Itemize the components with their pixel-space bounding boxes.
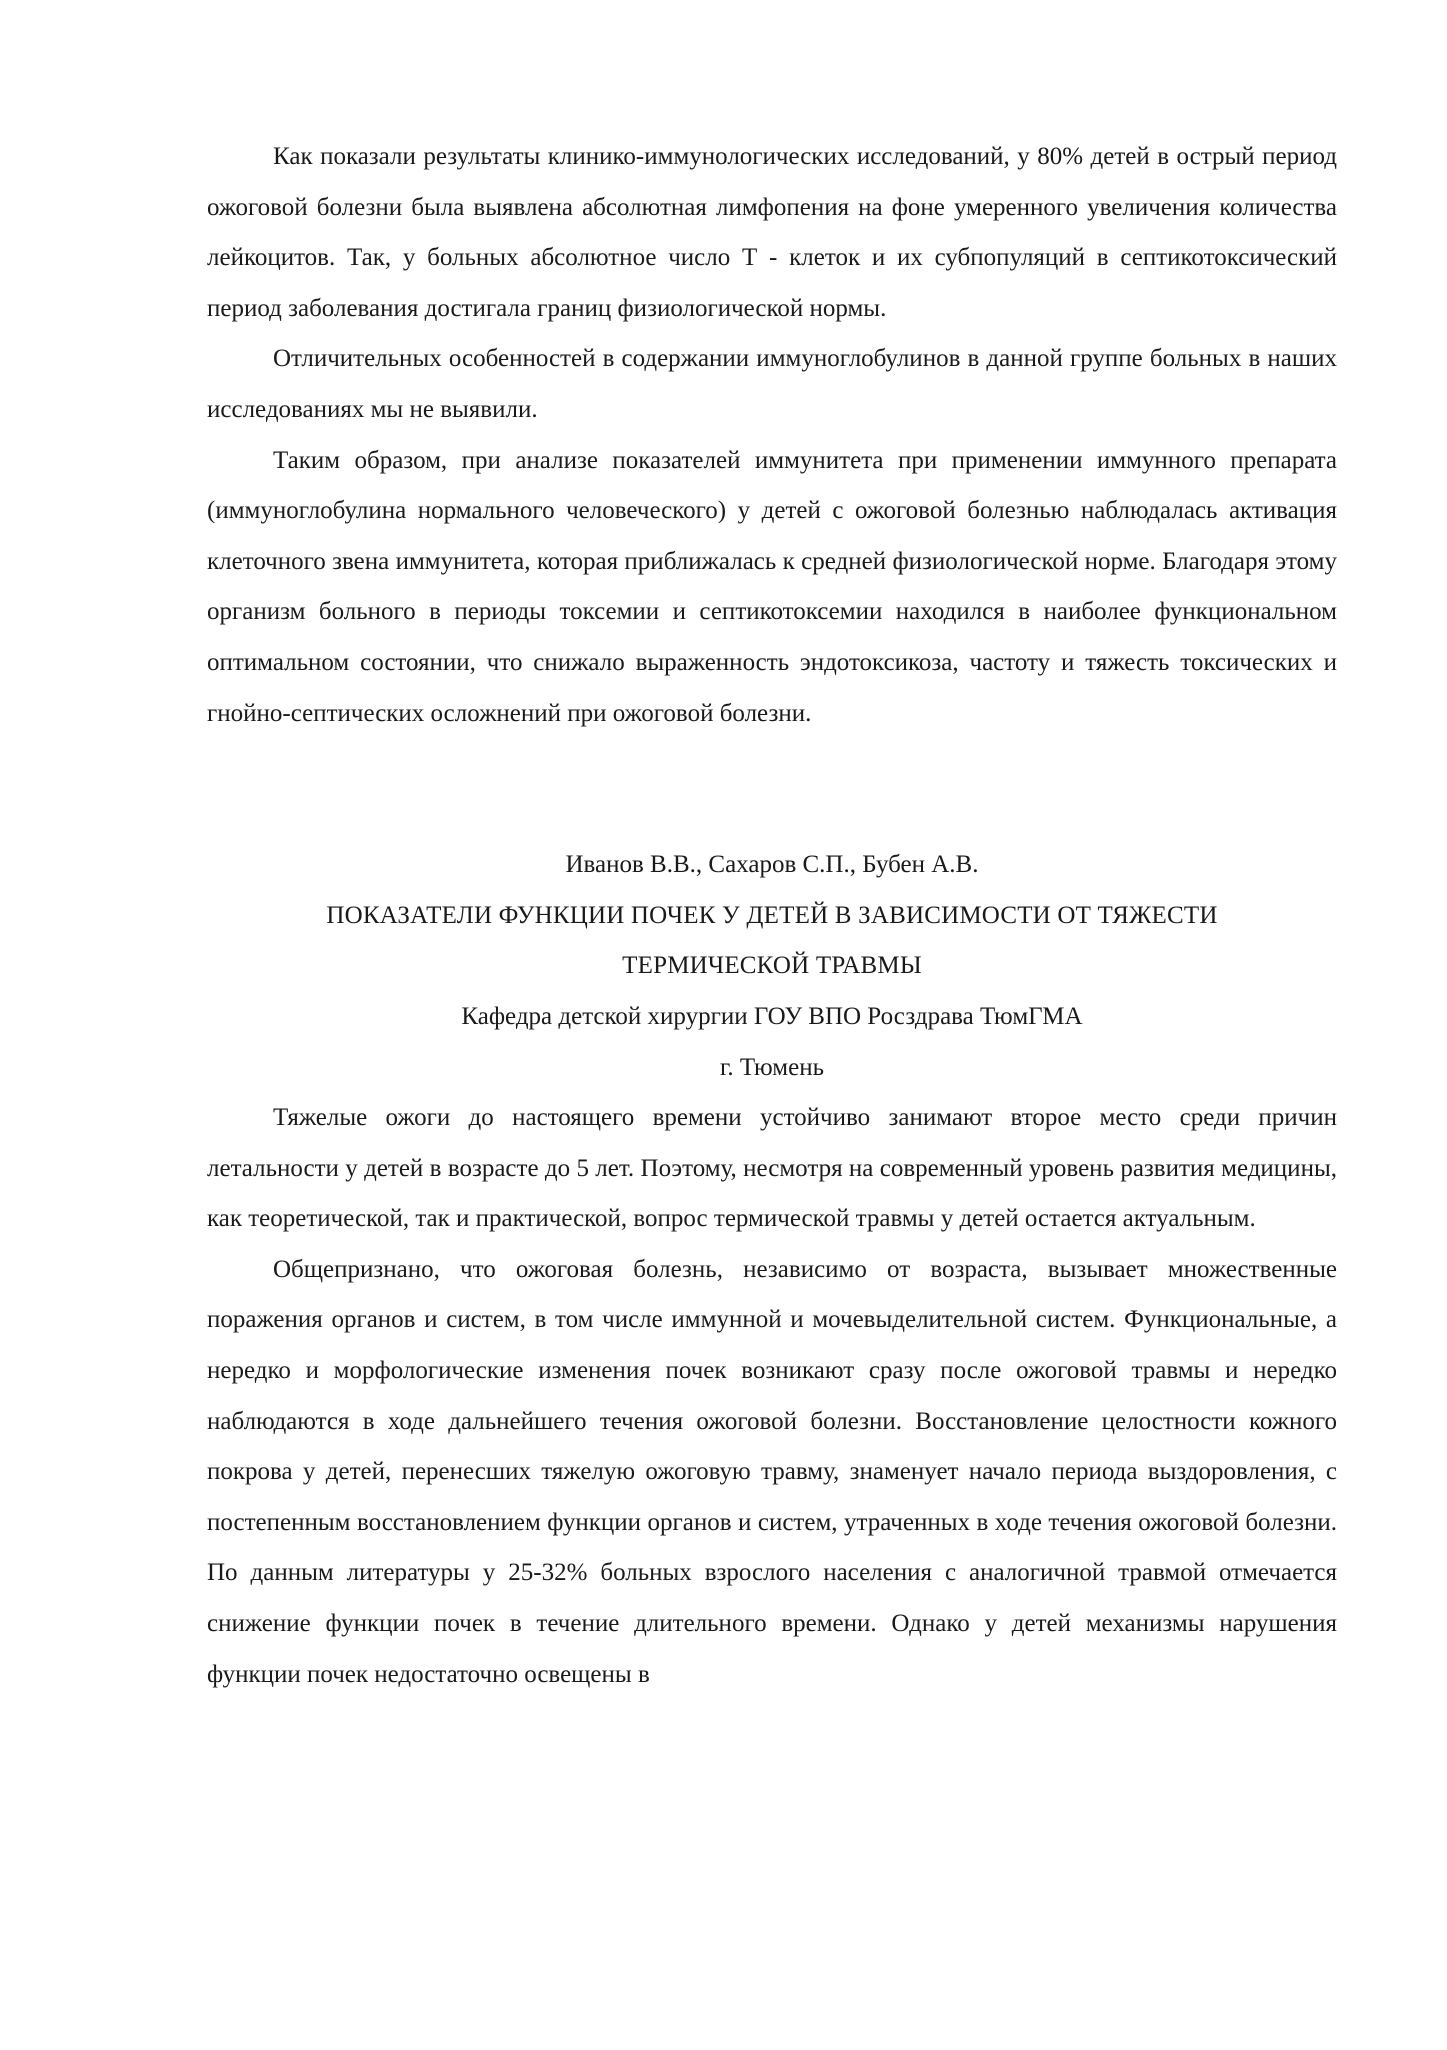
article-title-line-2: ТЕРМИЧЕСКОЙ ТРАВМЫ [622,952,922,980]
document-page [207,132,1337,1700]
article-authors: Иванов В.В., Сахаров С.П., Бубен А.В. [565,851,979,879]
body-paragraph-2: Отличительных особенностей в содержании иммуноглобулинов в данной группе больных в наших исследованиях мы не выявили. [207,345,1337,423]
article-city: г. Тюмень [719,1053,824,1081]
article-affiliation: Кафедра детской хирургии ГОУ ВПО Росздрава ТюмГМА [461,1002,1083,1030]
article-paragraph-1: Тяжелые ожоги до настоящего времени устойчиво занимают второе место среди причин летальности у детей в возрасте до 5 лет. Поэтому, несмотря на современный уровень развития медицины, как теоретической, так и практической, вопрос термической травмы у детей остается актуальным. [207,1104,1337,1233]
section-gap [207,739,1337,840]
article-paragraph-2: Общепризнано, что ожоговая болезнь, независимо от возраста, вызывает множественные поражения органов и систем, в том числе иммунной и мочевыделительной систем. Функциональные, а нередко и морфологические изменения почек возникают сразу после ожоговой травмы и нередко наблюдаются в ходе дальнейшего течения ожоговой болезни. Восстановление целостности кожного покрова у детей, перенесших тяжелую ожоговую травму, знаменует начало периода выздоровления, с постепенным восстановлением функции органов и систем, утраченных в ходе течения ожоговой болезни. По данным литературы у 25-32% больных взрослого населения с аналогичной травмой отмечается снижение функции почек в течение длительного времени. Однако у детей механизмы нарушения функции почек недостаточно освещены в [207,1255,1337,1688]
body-paragraph-3: Таким образом, при анализе показателей иммунитета при применении иммунного препарата (иммуноглобулина нормального человеческого) у детей с ожоговой болезнью наблюдалась активация клеточного звена иммунитета, которая приближалась к средней физиологической норме. Благодаря этому организм больного в периоды токсемии и септикотоксемии находился в наиболее функциональном оптимальном состоянии, что снижало выраженность эндотоксикоза, частоту и тяжесть токсических и гнойно-септических осложнений при ожоговой болезни. [207,446,1337,727]
article-title-line-1: ПОКАЗАТЕЛИ ФУНКЦИИ ПОЧЕК У ДЕТЕЙ В ЗАВИСИМОСТИ ОТ ТЯЖЕСТИ [326,901,1218,929]
body-paragraph-1: Как показали результаты клинико-иммунологических исследований, у 80% детей в острый период ожоговой болезни была выявлена абсолютная лимфопения на фоне умеренного увеличения количества лейкоцитов. Так, у больных абсолютное число Т - клеток и их субпопуляций в септикотоксический период заболевания достигала границ физиологической нормы. [207,143,1337,322]
